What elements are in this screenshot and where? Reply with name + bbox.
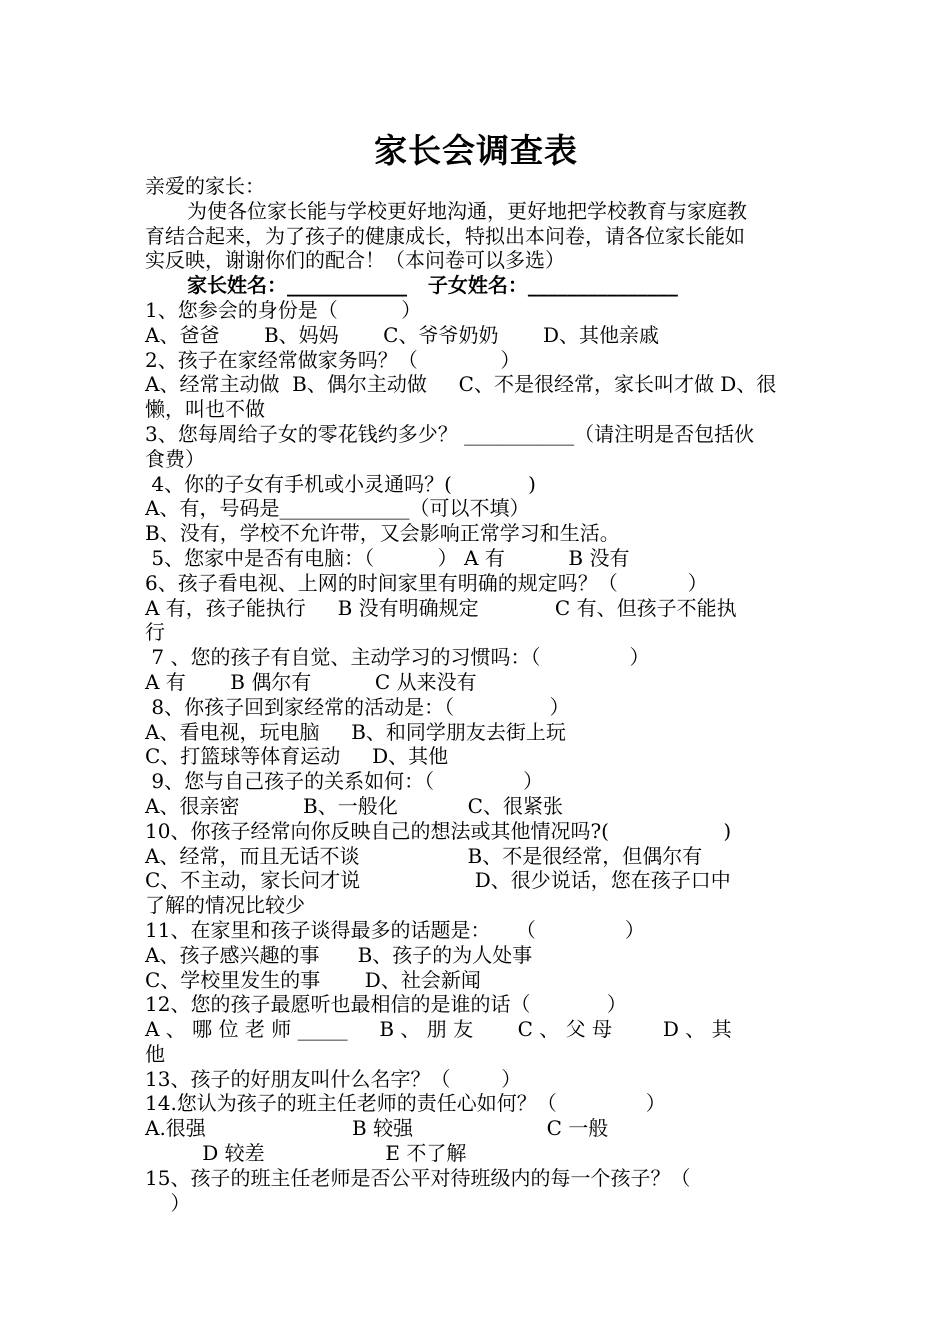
question-3: 3、您每周给子女的零花钱约多少？ ___________（请注明是否包括伙 bbox=[145, 421, 755, 446]
name-fields: 家长姓名：____________ 子女姓名：_______________ bbox=[187, 273, 678, 298]
intro-line-3: 实反映，谢谢你们的配合！（本问卷可以多选） bbox=[145, 248, 565, 273]
question-4-option-b: B、没有，学校不允许带，又会影响正常学习和生活。 bbox=[145, 521, 620, 546]
question-6-options: A 有，孩子能执行 B 没有明确规定 C 有、但孩子不能执 bbox=[145, 595, 737, 620]
question-15-cont: ） bbox=[145, 1190, 191, 1215]
question-14-options-2: D 较差 E 不了解 bbox=[145, 1141, 467, 1166]
page-title: 家长会调查表 bbox=[374, 131, 578, 170]
question-3-cont: 食费） bbox=[145, 446, 205, 471]
question-15: 15、孩子的班主任老师是否公平对待班级内的每一个孩子？（ bbox=[145, 1165, 691, 1190]
question-12-options-cont: 他 bbox=[145, 1041, 165, 1066]
question-6: 6、孩子看电视、上网的时间家里有明确的规定吗？（ ） bbox=[145, 570, 708, 595]
question-11-options-1: A、孩子感兴趣的事 B、孩子的为人处事 bbox=[145, 942, 533, 967]
question-2-options: A、经常主动做 B、偶尔主动做 C、不是很经常，家长叫才做 D、很 bbox=[145, 372, 777, 397]
question-7: 7 、您的孩子有自觉、主动学习的习惯吗：（ ） bbox=[145, 645, 650, 670]
question-6-options-cont: 行 bbox=[145, 620, 165, 645]
question-1: 1、您参会的身份是（ ） bbox=[145, 297, 422, 322]
question-9-options: A、很亲密 B、一般化 C、很紧张 bbox=[145, 793, 563, 818]
question-8: 8、你孩子回到家经常的活动是：（ ） bbox=[145, 694, 570, 719]
question-10-options-2: C、不主动，家长问才说 D、很少说话，您在孩子口中 bbox=[145, 868, 731, 893]
question-2-options-cont: 懒，叫也不做 bbox=[145, 397, 265, 422]
question-7-options: A 有 B 偶尔有 C 从来没有 bbox=[145, 669, 477, 694]
question-4-option-a: A、有，号码是_____________（可以不填） bbox=[145, 496, 530, 521]
question-12-options: A 、 哪 位 老 师 _____ B 、 朋 友 C 、 父 母 D 、 其 bbox=[145, 1017, 732, 1042]
question-10-options-1: A、经常，而且无话不谈 B、不是很经常，但偶尔有 bbox=[145, 843, 703, 868]
question-12: 12、您的孩子最愿听也最相信的是谁的话（ ） bbox=[145, 992, 627, 1017]
question-4: 4、你的子女有手机或小灵通吗？( ) bbox=[145, 471, 536, 496]
question-9: 9、您与自己孩子的关系如何：（ ） bbox=[145, 769, 544, 794]
intro-line-2: 育结合起来，为了孩子的健康成长，特拟出本问卷，请各位家长能如 bbox=[145, 223, 745, 248]
question-14-options-1: A.很强 B 较强 C 一般 bbox=[145, 1116, 609, 1141]
question-11-options-2: C、学校里发生的事 D、社会新闻 bbox=[145, 967, 481, 992]
question-2: 2、孩子在家经常做家务吗？（ ） bbox=[145, 347, 521, 372]
question-10: 10、你孩子经常向你反映自己的想法或其他情况吗?( ) bbox=[145, 818, 732, 843]
question-1-options: A、爸爸 B、妈妈 C、爷爷奶奶 D、其他亲戚 bbox=[145, 322, 659, 347]
question-14: 14.您认为孩子的班主任老师的责任心如何？（ ） bbox=[145, 1091, 666, 1116]
question-10-options-cont: 了解的情况比较少 bbox=[145, 893, 305, 918]
question-5: 5、您家中是否有电脑：（ ） A 有 B 没有 bbox=[145, 545, 630, 570]
question-8-options-1: A、看电视，玩电脑 B、和同学朋友去街上玩 bbox=[145, 719, 566, 744]
survey-document bbox=[145, 128, 807, 1215]
greeting: 亲爱的家长： bbox=[145, 174, 265, 198]
intro-line-1: 为使各位家长能与学校更好地沟通，更好地把学校教育与家庭教 bbox=[187, 198, 747, 223]
question-11: 11、在家里和孩子谈得最多的话题是： （ ） bbox=[145, 917, 645, 942]
question-8-options-2: C、打篮球等体育运动 D、其他 bbox=[145, 744, 449, 769]
question-13: 13、孩子的好朋友叫什么名字？（ ） bbox=[145, 1066, 522, 1091]
